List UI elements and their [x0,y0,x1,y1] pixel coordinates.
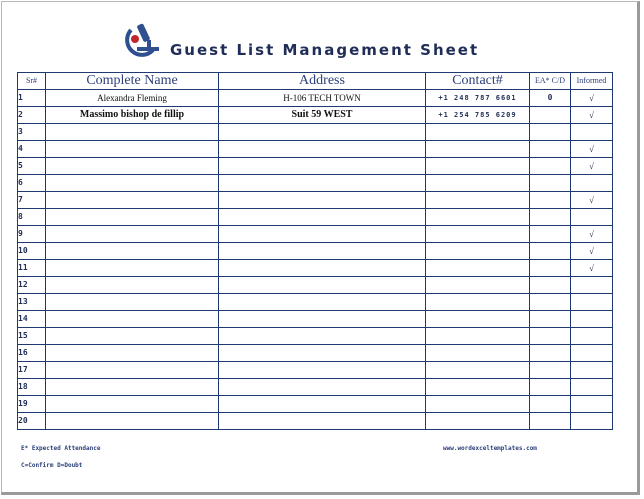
informed-check-cell[interactable]: √ [571,192,613,209]
address-cell[interactable] [219,158,426,175]
guest-name-cell[interactable] [46,413,219,430]
guest-name-cell[interactable] [46,226,219,243]
contact-cell[interactable] [426,209,530,226]
guest-name-cell[interactable] [46,379,219,396]
footer-expected-attendance-note: E* Expected Attendance [21,445,101,452]
informed-check-cell[interactable] [571,362,613,379]
guest-name-cell[interactable] [46,328,219,345]
guest-name-cell[interactable] [46,243,219,260]
contact-cell[interactable] [426,345,530,362]
row-number: 3 [18,124,46,141]
informed-check-cell[interactable] [571,413,613,430]
table-row [18,243,613,260]
row-number: 19 [18,396,46,413]
row-number: 14 [18,311,46,328]
informed-check-cell[interactable]: √ [571,226,613,243]
header-ea: EA* C/D [530,73,571,90]
expected-attendance-cell[interactable] [530,192,571,209]
guest-name-cell[interactable] [46,124,219,141]
address-cell[interactable] [219,209,426,226]
contact-cell[interactable] [426,175,530,192]
contact-cell[interactable] [426,124,530,141]
guest-name-cell[interactable] [46,175,219,192]
row-number: 10 [18,243,46,260]
contact-cell[interactable] [426,260,530,277]
informed-check-cell[interactable]: √ [571,243,613,260]
table-row [18,277,613,294]
row-number: 2 [18,107,46,124]
table-row [18,90,613,107]
contact-cell[interactable] [426,413,530,430]
expected-attendance-cell[interactable] [530,294,571,311]
expected-attendance-cell[interactable] [530,209,571,226]
row-number: 11 [18,260,46,277]
table-row [18,209,613,226]
contact-cell[interactable] [426,192,530,209]
row-number: 4 [18,141,46,158]
address-cell[interactable]: H-106 TECH TOWN [219,90,426,107]
contact-cell[interactable] [426,328,530,345]
table-row [18,413,613,430]
informed-check-cell[interactable]: √ [571,158,613,175]
expected-attendance-cell[interactable] [530,277,571,294]
contact-cell[interactable] [426,243,530,260]
row-number: 15 [18,328,46,345]
page-title: Guest List Management Sheet [170,41,480,59]
expected-attendance-cell[interactable] [530,311,571,328]
guest-name-cell[interactable] [46,158,219,175]
informed-check-cell[interactable]: √ [571,141,613,158]
contact-cell[interactable] [426,226,530,243]
informed-check-cell[interactable] [571,328,613,345]
table-row [18,124,613,141]
address-cell[interactable] [219,277,426,294]
address-cell[interactable] [219,141,426,158]
guest-name-cell[interactable] [46,396,219,413]
informed-check-cell[interactable] [571,396,613,413]
informed-check-cell[interactable] [571,277,613,294]
address-cell[interactable] [219,362,426,379]
expected-attendance-cell[interactable] [530,226,571,243]
table-row [18,107,613,124]
expected-attendance-cell[interactable] [530,345,571,362]
guest-list-table [17,72,613,430]
row-number: 9 [18,226,46,243]
expected-attendance-cell[interactable]: 0 [530,90,571,107]
contact-cell[interactable] [426,362,530,379]
row-number: 16 [18,345,46,362]
header-contact: Contact# [426,73,530,90]
table-row [18,175,613,192]
row-number: 18 [18,379,46,396]
contact-cell[interactable]: +1 248 787 6601 [426,90,530,107]
informed-check-cell[interactable]: √ [571,90,613,107]
guest-name-cell[interactable] [46,277,219,294]
expected-attendance-cell[interactable] [530,328,571,345]
informed-check-cell[interactable] [571,311,613,328]
table-row [18,328,613,345]
table-row [18,158,613,175]
contact-cell[interactable] [426,277,530,294]
microscope-logo-icon [123,20,163,58]
address-cell[interactable] [219,311,426,328]
expected-attendance-cell[interactable] [530,141,571,158]
address-cell[interactable] [219,124,426,141]
informed-check-cell[interactable] [571,124,613,141]
guest-name-cell[interactable] [46,311,219,328]
address-cell[interactable] [219,192,426,209]
row-number: 6 [18,175,46,192]
row-number: 17 [18,362,46,379]
footer-confirm-doubt-note: C=Confirm D=Doubt [21,462,83,469]
informed-check-cell[interactable] [571,209,613,226]
guest-name-cell[interactable] [46,294,219,311]
header-complete-name: Complete Name [46,73,219,90]
contact-cell[interactable] [426,396,530,413]
guest-name-cell[interactable] [46,209,219,226]
row-number: 7 [18,192,46,209]
informed-check-cell[interactable] [571,175,613,192]
table-header-row [18,73,613,90]
row-number: 1 [18,90,46,107]
expected-attendance-cell[interactable] [530,107,571,124]
address-cell[interactable] [219,243,426,260]
expected-attendance-cell[interactable] [530,260,571,277]
header-address: Address [219,73,426,90]
guest-name-cell[interactable]: Massimo bishop de fillip [46,107,219,124]
table-row [18,141,613,158]
guest-name-cell[interactable] [46,362,219,379]
expected-attendance-cell[interactable] [530,175,571,192]
row-number: 5 [18,158,46,175]
table-row [18,379,613,396]
contact-cell[interactable] [426,294,530,311]
contact-cell[interactable] [426,379,530,396]
row-number: 20 [18,413,46,430]
table-row [18,294,613,311]
table-row [18,362,613,379]
footer-website-link[interactable]: www.wordexceltemplates.com [443,445,537,452]
address-cell[interactable] [219,294,426,311]
address-cell[interactable] [219,175,426,192]
address-cell[interactable] [219,260,426,277]
table-row [18,226,613,243]
informed-check-cell[interactable]: √ [571,107,613,124]
address-cell[interactable] [219,379,426,396]
contact-cell[interactable] [426,158,530,175]
expected-attendance-cell[interactable] [530,362,571,379]
table-row [18,345,613,362]
address-cell[interactable] [219,345,426,362]
header-sr: Sr# [18,73,46,90]
informed-check-cell[interactable] [571,345,613,362]
contact-cell[interactable] [426,311,530,328]
contact-cell[interactable]: +1 254 785 6209 [426,107,530,124]
row-number: 12 [18,277,46,294]
expected-attendance-cell[interactable] [530,413,571,430]
table-row [18,260,613,277]
table-row [18,192,613,209]
expected-attendance-cell[interactable] [530,243,571,260]
contact-cell[interactable] [426,141,530,158]
address-cell[interactable] [219,226,426,243]
guest-name-cell[interactable] [46,345,219,362]
row-number: 13 [18,294,46,311]
address-cell[interactable] [219,396,426,413]
header-informed: Informed [571,73,613,90]
informed-check-cell[interactable]: √ [571,260,613,277]
address-cell[interactable]: Suit 59 WEST [219,107,426,124]
row-number: 8 [18,209,46,226]
expected-attendance-cell[interactable] [530,158,571,175]
expected-attendance-cell[interactable] [530,379,571,396]
informed-check-cell[interactable] [571,294,613,311]
expected-attendance-cell[interactable] [530,396,571,413]
table-row [18,396,613,413]
guest-name-cell[interactable] [46,260,219,277]
guest-name-cell[interactable]: Alexandra Fleming [46,90,219,107]
informed-check-cell[interactable] [571,379,613,396]
address-cell[interactable] [219,413,426,430]
expected-attendance-cell[interactable] [530,124,571,141]
table-row [18,311,613,328]
guest-name-cell[interactable] [46,141,219,158]
address-cell[interactable] [219,328,426,345]
guest-name-cell[interactable] [46,192,219,209]
